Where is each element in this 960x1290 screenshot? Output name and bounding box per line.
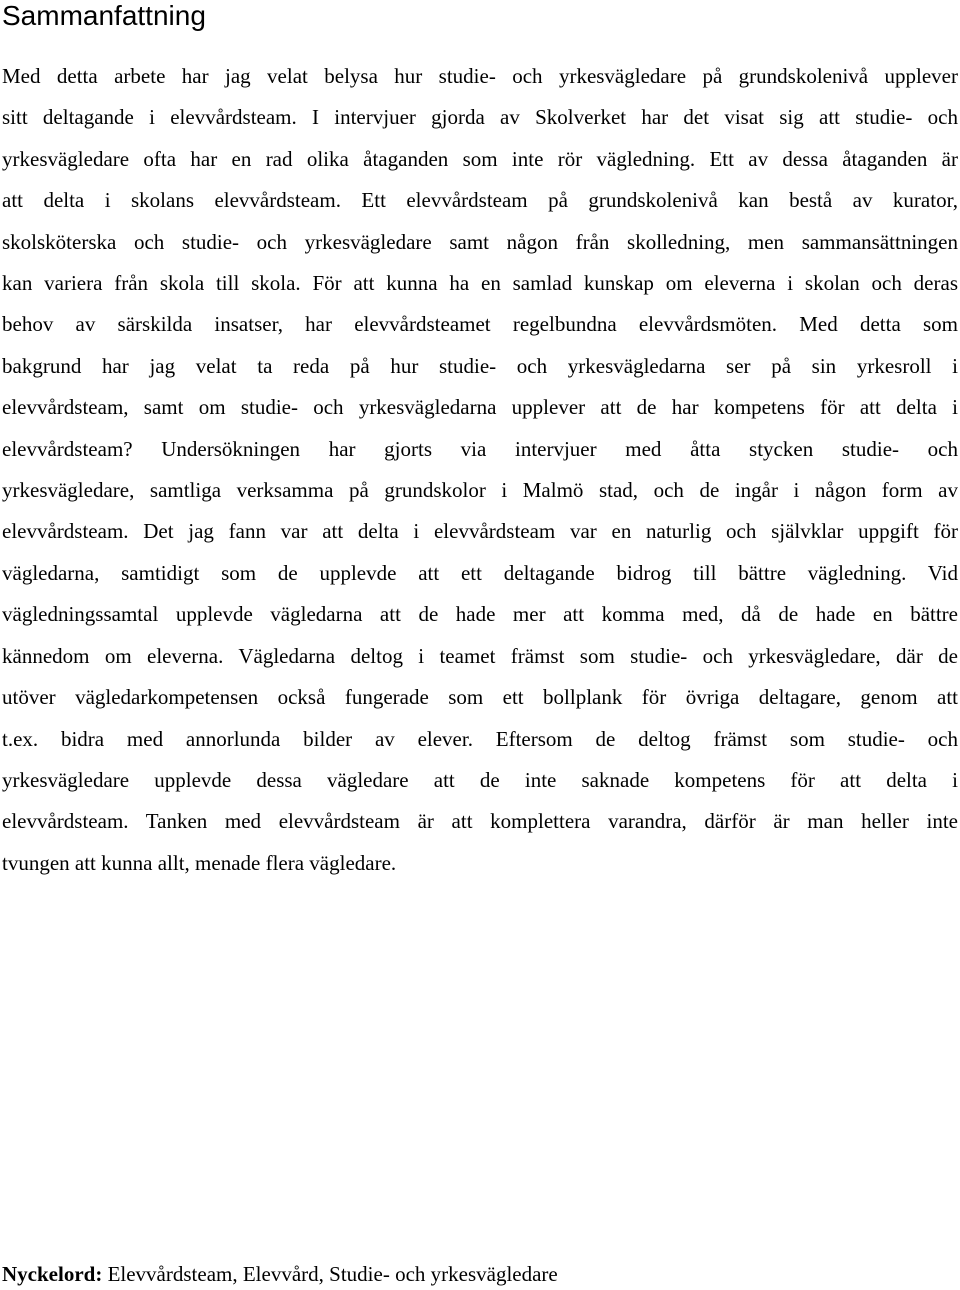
paragraph-line: elevvårdsteam, samt om studie- och yrkesvägledarna upplever att de har kompetens för att delta i xyxy=(2,395,958,420)
paragraph-line: vägledningssamtal upplevde vägledarna att de hade mer att komma med, då de hade en bättre xyxy=(2,602,958,627)
paragraph-line: utöver vägledarkompetensen också fungerade som ett bollplank för övriga deltagare, genom att xyxy=(2,685,958,710)
paragraph-line: skolsköterska och studie- och yrkesvägledare samt någon från skolledning, men sammansättningen xyxy=(2,229,958,254)
paragraph-line: t.ex. bidra med annorlunda bilder av elever. Eftersom de deltog främst som studie- och xyxy=(2,726,958,751)
paragraph-line: vägledarna, samtidigt som de upplevde att ett deltagande bidrog till bättre vägledning. Vid xyxy=(2,560,958,585)
paragraph-line: kännedom om eleverna. Vägledarna deltog i teamet främst som studie- och yrkesvägledare, där de xyxy=(2,643,958,668)
paragraph-line: tvungen att kunna allt, menade flera vägledare. xyxy=(2,850,397,875)
page-title: Sammanfattning xyxy=(2,0,206,31)
keywords-value: Elevvårdsteam, Elevvård, Studie- och yrkesvägledare xyxy=(102,1262,558,1286)
paragraph-line: behov av särskilda insatser, har elevvårdsteamet regelbundna elevvårdsmöten. Med detta som xyxy=(2,312,958,337)
paragraph-line: sitt deltagande i elevvårdsteam. I intervjuer gjorda av Skolverket har det visat sig att studie- och xyxy=(2,105,958,130)
keywords xyxy=(2,1259,558,1289)
summary-paragraph xyxy=(2,56,958,884)
paragraph-line: att delta i skolans elevvårdsteam. Ett elevvårdsteam på grundskolenivå kan bestå av kurator, xyxy=(2,188,958,213)
paragraph-line: yrkesvägledare upplevde dessa vägledare att de inte saknade kompetens för att delta i xyxy=(2,767,958,792)
paragraph-line: yrkesvägledare, samtliga verksamma på grundskolor i Malmö stad, och de ingår i någon form av xyxy=(2,478,958,503)
paragraph-line: elevvårdsteam. Tanken med elevvårdsteam är att komplettera varandra, därför är man heller inte xyxy=(2,809,958,834)
paragraph-line: bakgrund har jag velat ta reda på hur studie- och yrkesvägledarna ser på sin yrkesroll i xyxy=(2,353,958,378)
paragraph-line: elevvårdsteam. Det jag fann var att delta i elevvårdsteam var en naturlig och självklar uppgift för xyxy=(2,519,958,544)
paragraph-line: elevvårdsteam? Undersökningen har gjorts via intervjuer med åtta stycken studie- och xyxy=(2,436,958,461)
paragraph-line: Med detta arbete har jag velat belysa hur studie- och yrkesvägledare på grundskolenivå upplever xyxy=(2,64,958,88)
paragraph-line: kan variera från skola till skola. För att kunna ha en samlad kunskap om eleverna i skolan och deras xyxy=(2,271,958,296)
keywords-label: Nyckelord: xyxy=(2,1262,103,1286)
paragraph-line: yrkesvägledare ofta har en rad olika åtaganden som inte rör vägledning. Ett av dessa åtaganden är xyxy=(2,146,958,171)
